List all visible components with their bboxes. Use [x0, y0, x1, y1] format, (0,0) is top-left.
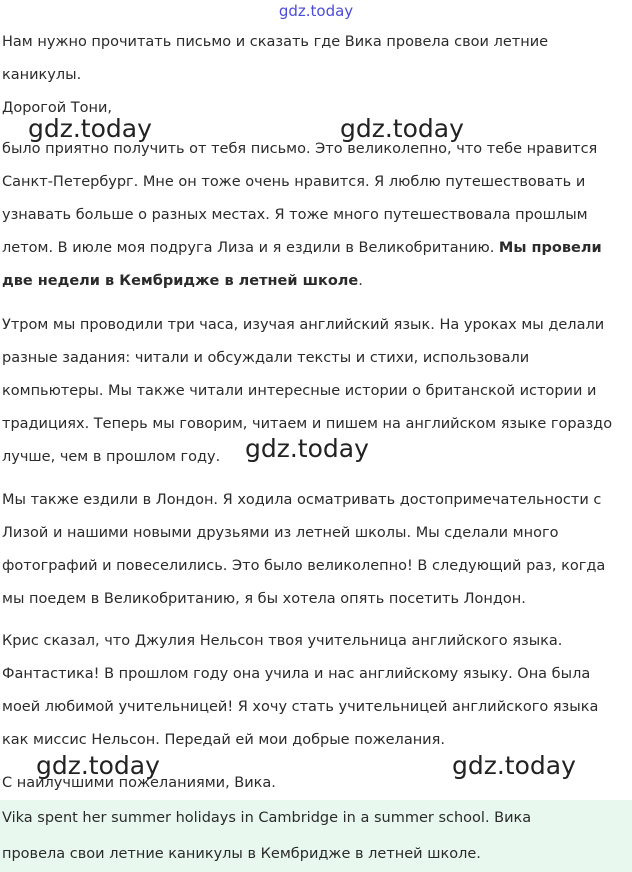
header-watermark: gdz.today [278, 2, 354, 20]
watermark: gdz.today [245, 434, 369, 463]
letter-closing: С наилучшими пожеланиями, Вика. [2, 775, 276, 791]
answer-line-2: провела свои летние каникулы в Кембридже в летней школе. [2, 846, 481, 862]
paragraph1-end: . [358, 273, 363, 289]
paragraph1-line-5 [2, 265, 630, 298]
paragraph2-line-5: лучше, чем в прошлом году. [2, 449, 221, 465]
paragraph1-line-3: узнавать больше о разных местах. Я тоже много путешествовала прошлым [2, 207, 588, 223]
paragraph1-line-4 [2, 232, 630, 265]
paragraph2-line-2: разные задания: читали и обсуждали тексты и стихи, использовали [2, 350, 530, 366]
answer-box [0, 800, 632, 872]
paragraph2-line-4: традициях. Теперь мы говорим, читаем и пишем на английском языке гораздо [2, 416, 613, 432]
letter-greeting: Дорогой Тони, [2, 100, 113, 116]
watermark: gdz.today [340, 114, 464, 143]
answer-line-1: Vika spent her summer holidays in Cambridge in a summer school. Вика [2, 810, 532, 826]
answer-highlight-bold: Мы провели [498, 240, 602, 256]
paragraph4-line-1: Крис сказал, что Джулия Нельсон твоя учительница английского языка. [2, 633, 563, 649]
paragraph1-line-1: было приятно получить от тебя письмо. Это великолепно, что тебе нравится [2, 141, 598, 157]
task-line-1: Нам нужно прочитать письмо и сказать где Вика провела свои летние [2, 34, 549, 50]
paragraph4-line-4: как миссис Нельсон. Передай ей мои добрые пожелания. [2, 732, 445, 748]
answer-highlight-bold: две недели в Кембридже в летней школе [2, 273, 359, 289]
paragraph4-line-3: моей любимой учительницей! Я хочу стать учительницей английского языка [2, 699, 599, 715]
paragraph4-line-2: Фантастика! В прошлом году она учила и нас английскому языку. Она была [2, 666, 591, 682]
paragraph3-line-3: фотографий и повеселились. Это было великолепно! В следующий раз, когда [2, 558, 606, 574]
paragraph2-line-1: Утром мы проводили три часа, изучая английский язык. На уроках мы делали [2, 317, 605, 333]
paragraph1-line-2: Санкт-Петербург. Мне он тоже очень нравится. Я люблю путешествовать и [2, 174, 586, 190]
watermark: gdz.today [452, 751, 576, 780]
watermark: gdz.today [36, 751, 160, 780]
paragraph3-line-4: мы поедем в Великобританию, я бы хотела опять посетить Лондон. [2, 591, 526, 607]
paragraph2-line-3: компьютеры. Мы также читали интересные истории о британской истории и [2, 383, 597, 399]
paragraph3-line-2: Лизой и нашими новыми друзьями из летней школы. Мы сделали много [2, 525, 559, 541]
paragraph1-plain-text: летом. В июле моя подруга Лиза и я ездили в Великобританию. [2, 240, 499, 256]
watermark: gdz.today [28, 114, 152, 143]
task-line-2: каникулы. [2, 67, 82, 83]
paragraph3-line-1: Мы также ездили в Лондон. Я ходила осматривать достопримечательности с [2, 492, 602, 508]
